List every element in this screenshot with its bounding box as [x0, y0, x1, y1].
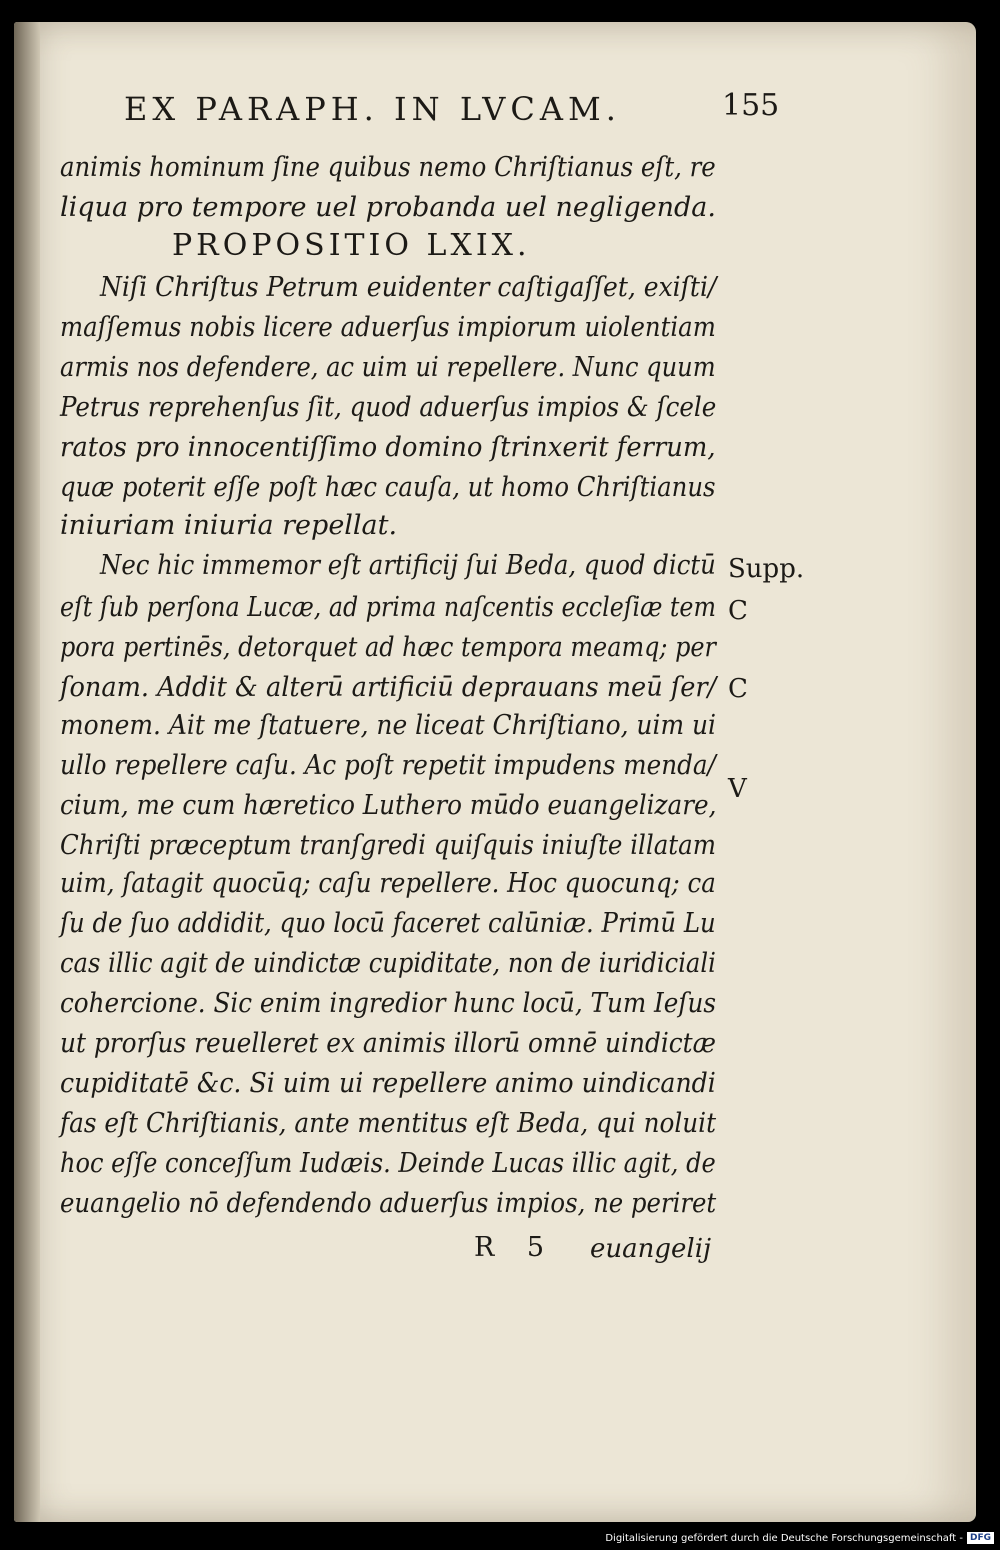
- page-number: 155: [722, 88, 780, 123]
- text-line: quæ poterit eſſe poſt hæc cauſa, ut homo Chriſtianus: [60, 472, 716, 503]
- text-line: euangelio nō defendendo aduerſus impios, ne periret: [60, 1188, 717, 1219]
- catchword: euangelij: [590, 1234, 712, 1264]
- text-line: cupiditatē &c. Si uim ui repellere animo uindicandi: [60, 1068, 716, 1099]
- page-gutter-shadow: [14, 22, 40, 1522]
- text-line: fas eſt Chriſtianis, ante mentitus eſt Beda, qui noluit: [60, 1108, 716, 1139]
- text-line: armis nos defendere, ac uim ui repellere. Nunc quum: [60, 352, 716, 383]
- section-heading: PROPOSITIO LXIX.: [172, 228, 531, 263]
- text-line: cas illic agit de uindictæ cupiditate, non de iuridiciali: [60, 948, 716, 979]
- margin-note: Supp.: [728, 554, 805, 584]
- text-line: ratos pro innocentiſſimo domino ſtrinxerit ferrum,: [60, 432, 716, 463]
- text-line: hoc eſſe conceſſum Iudæis. Deinde Lucas illic agit, de: [60, 1148, 716, 1179]
- text-line: iniuriam iniuria repellat.: [60, 510, 398, 541]
- text-line: ullo repellere caſu. Ac poſt repetit impudens menda/: [60, 750, 716, 781]
- digitization-footer: [605, 1532, 994, 1544]
- dfg-logo: DFG: [967, 1532, 994, 1544]
- text-line: Niſi Chriſtus Petrum euidenter caſtigaſſet, exiſti/: [100, 272, 717, 303]
- text-line: eſt ſub perſona Lucæ, ad prima naſcentis eccleſiæ tem: [60, 592, 716, 623]
- digitization-note: Digitalisierung gefördert durch die Deutsche Forschungsgemeinschaft -: [605, 1532, 963, 1544]
- text-line: Nec hic immemor eſt artificij ſui Beda, quod dictū: [100, 550, 716, 581]
- text-line: cohercione. Sic enim ingredior hunc locū, Tum Ieſus: [60, 988, 716, 1019]
- text-line: Chriſti præceptum tranſgredi quiſquis iniuſte illatam: [60, 830, 716, 861]
- margin-note: C: [728, 674, 748, 704]
- text-line: ſu de ſuo addidit, quo locū faceret calūniæ. Primū Lu: [60, 908, 716, 939]
- text-line: ſonam. Addit & alterū artificiū deprauans meū ſer/: [60, 672, 717, 703]
- text-line: maſſemus nobis licere aduerſus impiorum uiolentiam: [60, 312, 716, 343]
- text-line: ut prorſus reuelleret ex animis illorū omnē uindictæ: [60, 1028, 716, 1059]
- text-line: cium, me cum hæretico Luthero mūdo euangelizare,: [60, 790, 717, 821]
- margin-note: C: [728, 596, 748, 626]
- margin-note: V: [728, 774, 747, 804]
- text-line: animis hominum ſine quibus nemo Chriſtianus eſt, re: [60, 152, 716, 183]
- text-line: monem. Ait me ſtatuere, ne liceat Chriſtiano, uim ui: [60, 710, 716, 741]
- text-line: pora pertinēs, detorquet ad hæc tempora meamq; per: [60, 632, 716, 663]
- text-line: liqua pro tempore uel probanda uel negligenda.: [60, 192, 716, 223]
- running-head: EX PARAPH. IN LVCAM.: [124, 90, 621, 128]
- signature-mark: R 5: [474, 1232, 545, 1263]
- text-line: Petrus reprehenſus ſit, quod aduerſus impios & ſcele: [60, 392, 717, 423]
- text-line: uim, ſatagit quocūq; caſu repellere. Hoc quocunq; ca: [60, 868, 716, 899]
